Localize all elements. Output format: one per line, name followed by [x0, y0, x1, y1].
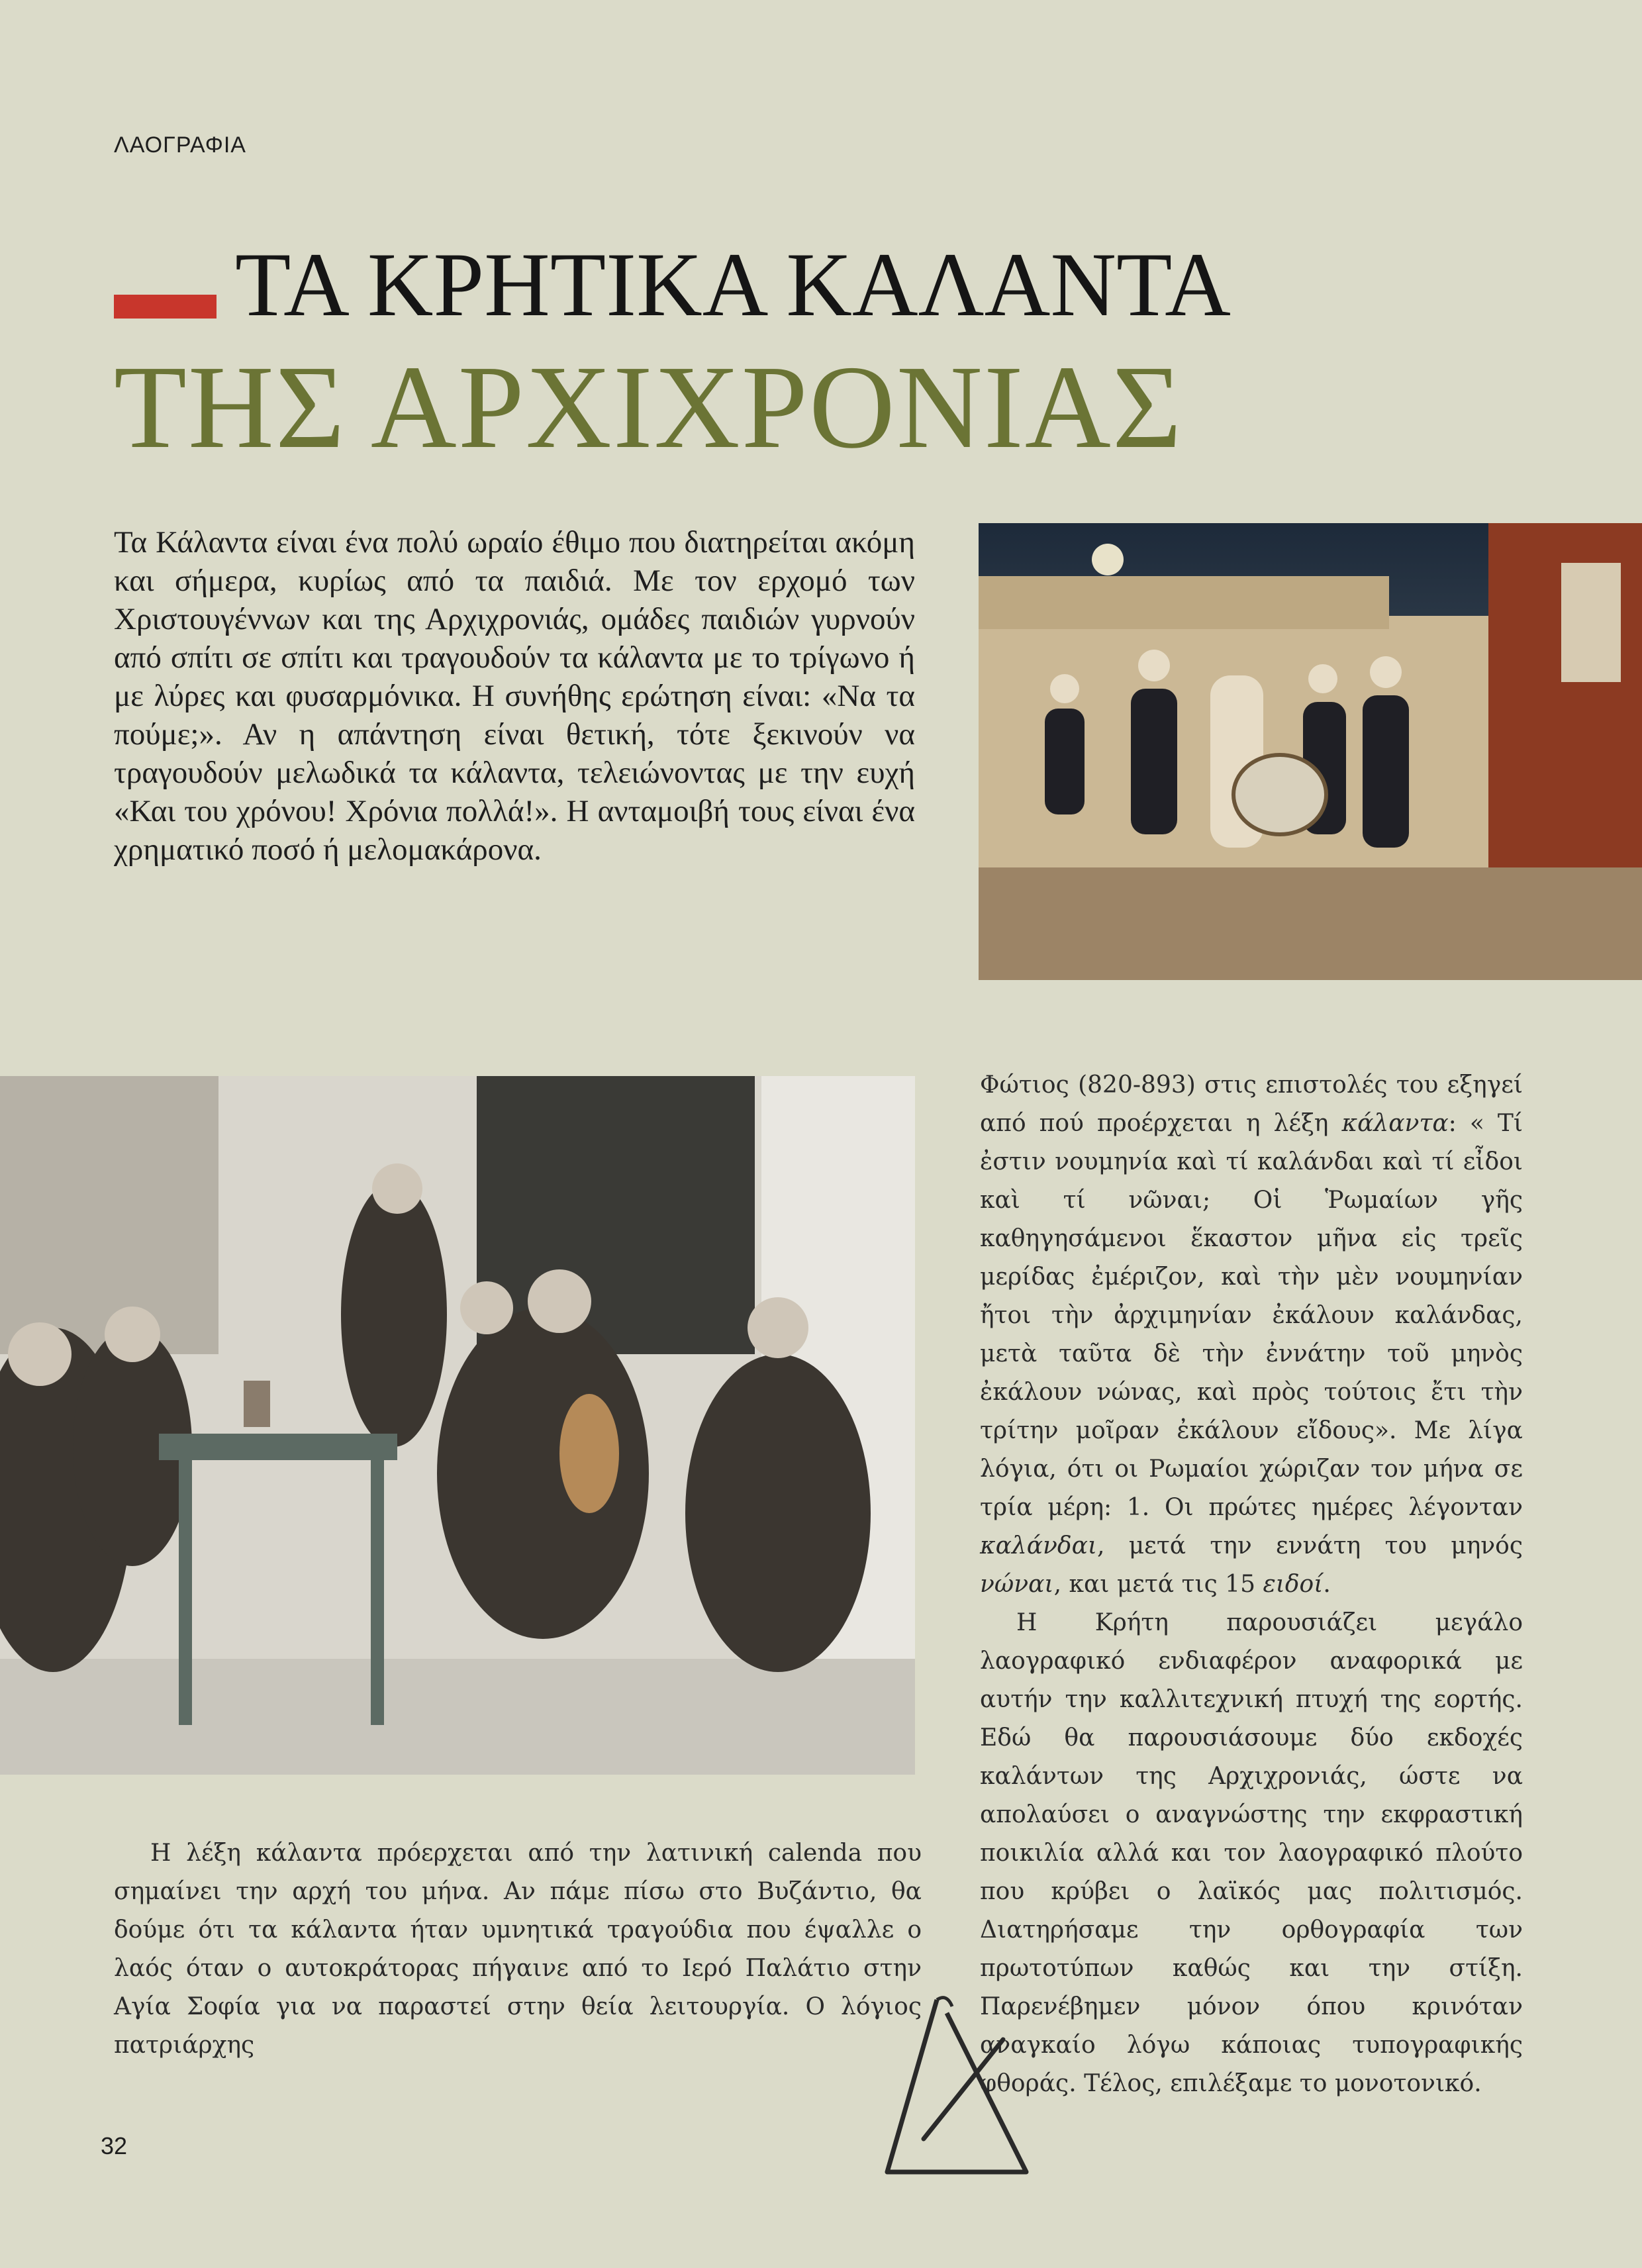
body-right-column — [980, 1066, 1523, 2103]
body-left-paragraph: Η λέξη κάλαντα πρόερχεται από την λατινική calenda που σημαίνει την αρχή του μήνα. Αν πάμε πίσω στο Βυζάντιο, θα δούμε ότι τα κάλαντα ήταν υμνητικά τραγούδια που έψαλλε ο λαός όταν ο αυτοκράτορας πήγαινε από το Ιερό Παλάτιο στην Αγία Σοφία για να παραστεί στην θεία λειτουργία. Ο λόγιος πατριάρχης — [114, 1840, 922, 2059]
cretan-musicians-photo — [0, 1076, 915, 1775]
section-label: ΛΑΟΓΡΑΦΙΑ — [114, 132, 246, 158]
triangle-instrument-icon — [874, 1987, 1046, 2185]
body-right-paragraph-1 — [980, 1066, 1523, 1604]
text-segment: . — [1323, 1571, 1331, 1598]
carol-singers-painting — [979, 523, 1642, 980]
text-segment: Φώτιος (820-893) στις επιστολές του εξηγεί από πού προέρχεται η λέξη — [980, 1071, 1523, 1137]
title-line-2: ΤΗΣ ΑΡΧΙΧΡΟΝΙΑΣ — [114, 341, 1183, 473]
italic-term: κάλαντα — [1341, 1110, 1449, 1137]
body-right-paragraph-2: Η Κρήτη παρουσιάζει μεγάλο λαογραφικό ενδιαφέρον αναφορικά με αυτήν την καλλιτεχνική πτυχή της εορτής. Εδώ θα παρουσιάσουμε δύο εκδοχές καλάντων της Αρχιχρονιάς, ώστε να απολαύσει ο αναγνώστης την εκφραστική ποικιλία αλλά και τον λαογραφικό πλούτο που κρύβει ο λαϊκός μας πολιτισμός. Διατηρήσαμε την ορθογραφία των πρωτοτύπων καθώς και την στίξη. Παρενέβημεν μόνον όπου κρινόταν αναγκαίο λόγω κάποιας τυπογραφικής φθοράς. Τέλος, επιλέξαμε το μονοτονικό. — [980, 1609, 1523, 2097]
italic-term: ειδοί — [1263, 1571, 1324, 1598]
page-number: 32 — [101, 2132, 128, 2159]
italic-term: νώναι — [980, 1571, 1054, 1598]
italic-term: καλάνδαι — [980, 1532, 1098, 1559]
title-accent-bar — [114, 295, 217, 319]
title-line-1: ΤΑ ΚΡΗΤΙΚΑ ΚΑΛΑΝΤΑ — [235, 234, 1231, 335]
text-segment: : « Τί ἐστιν νουμηνία καὶ τί καλάνδαι καὶ τί εἶδοι καὶ τί νῶναι; Οἱ Ῥωμαίων γῆς καθηγησάμενοι ἕκαστον μῆνα εἰς τρεῖς μερίδας ἐμέριζον, καὶ τὴν μὲν νουμηνίαν ἤτοι τὴν ἀρχιμηνίαν ἐκάλουν καλάνδας, μετὰ ταῦτα δὲ τὴν ἐννάτην τοῦ μηνὸς ἐκάλουν νώνας, καὶ πρὸς τούτοις ἔτι τὴν τρίτην μοῖραν ἐκάλουν εἴδους». Με λίγα λόγια, ότι οι Ρωμαίοι χώριζαν τον μήνα σε τρία μέρη: 1. Οι πρώτες ημέρες λέγονταν — [980, 1110, 1523, 1521]
text-segment: , μετά την εννάτη του μηνός — [1097, 1532, 1523, 1559]
intro-paragraph: Τα Κάλαντα είναι ένα πολύ ωραίο έθιμο που διατηρείται ακόμη και σήμερα, κυρίως από τα παιδιά. Με τον ερχομό των Χριστουγέννων και της Αρχιχρονιάς, ομάδες παιδιών γυρνούν από σπίτι σε σπίτι και τραγουδούν τα κάλαντα με το τρίγωνο ή με λύρες και φυσαρμόνικα. Η συνήθης ερώτηση είναι: «Να τα πούμε;». Αν η απάντηση είναι θετική, τότε ξεκινούν να τραγουδούν μελωδικά τα κάλαντα, τελειώνοντας με την ευχή «Και του χρόνου! Χρόνια πολλά!». Η ανταμοιβή τους είναι ένα χρηματικό ποσό ή μελομακάρονα. — [114, 525, 915, 867]
text-segment: , και μετά τις 15 — [1053, 1571, 1263, 1598]
